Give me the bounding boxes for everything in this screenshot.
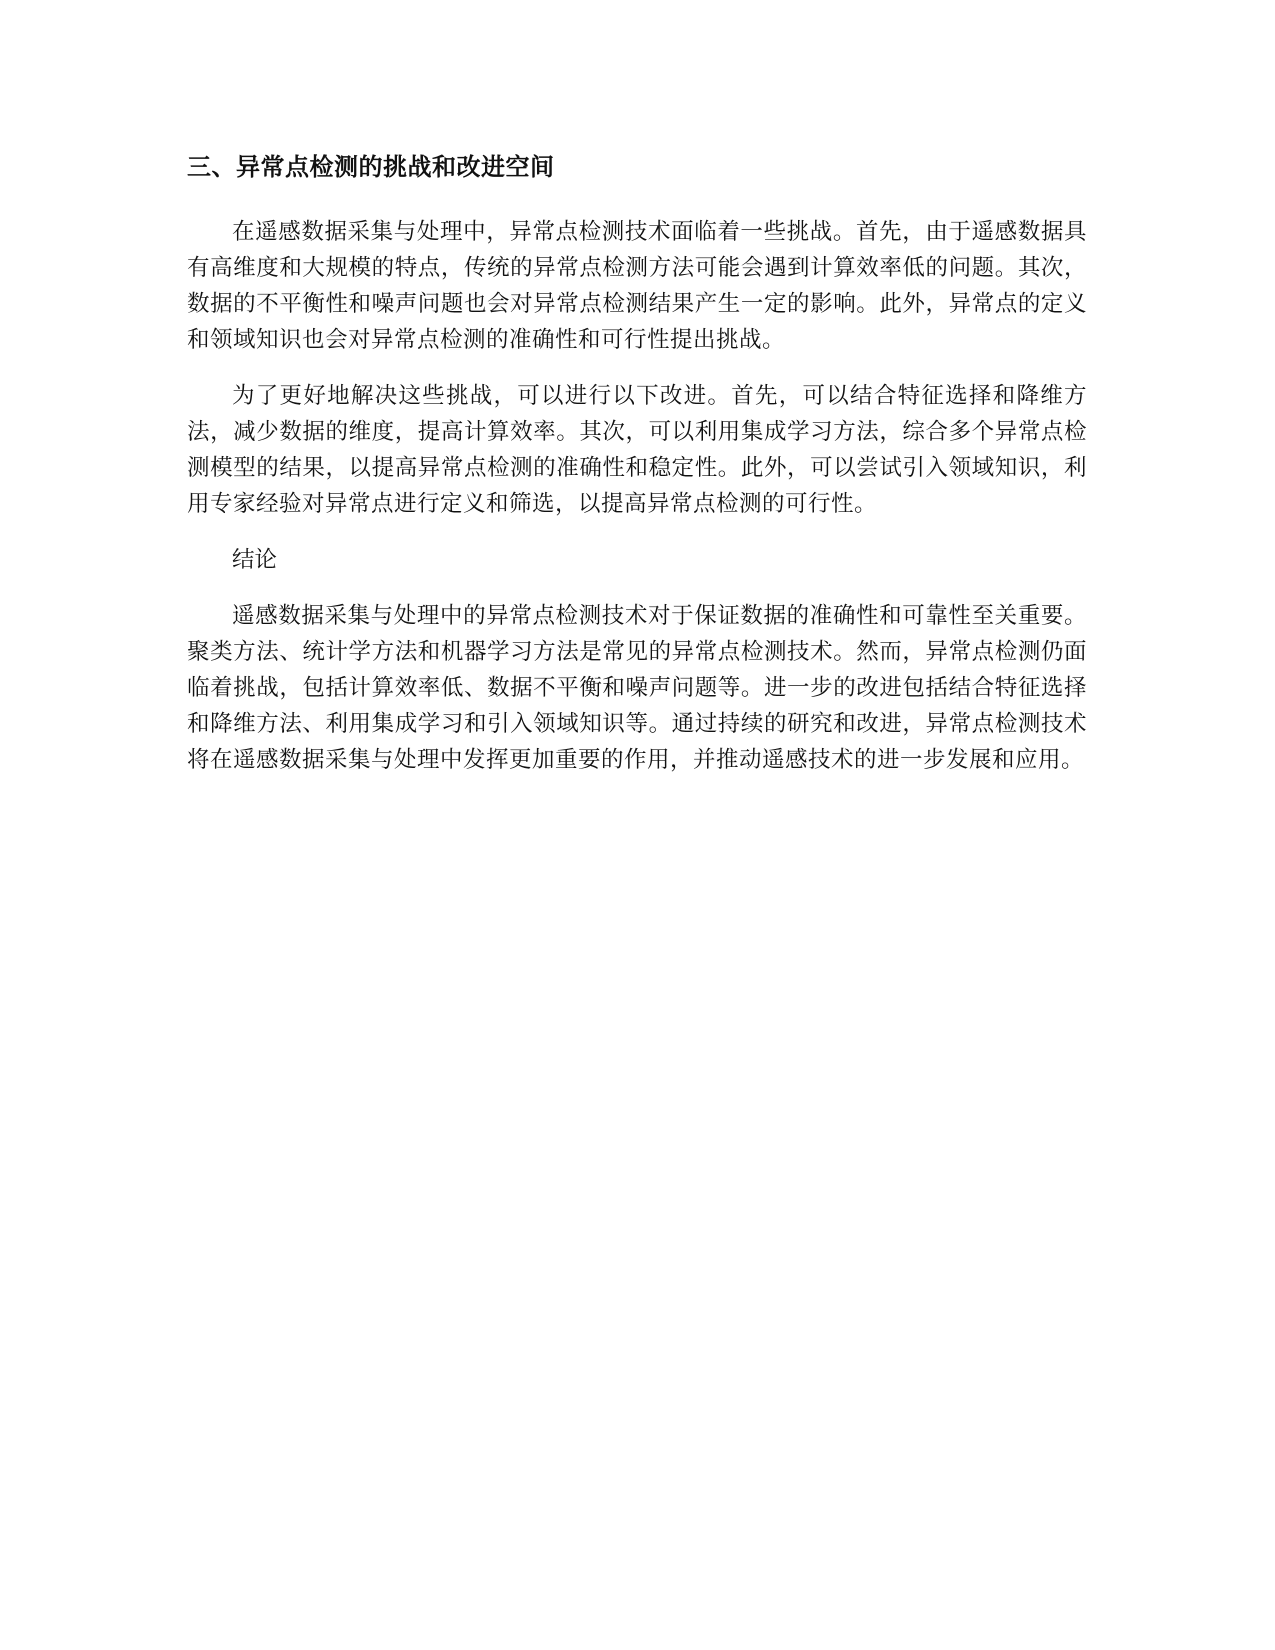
conclusion-heading: 结论 (232, 547, 278, 573)
section-heading: 三、异常点检测的挑战和改进空间 (187, 153, 555, 181)
document-body (187, 150, 1087, 798)
paragraph-improvements: 为了更好地解决这些挑战，可以进行以下改进。首先，可以结合特征选择和降维方法，减少数据的维度，提高计算效率。其次，可以利用集成学习方法，综合多个异常点检测模型的结果，以提高异常点检测的准确性和稳定性。此外，可以尝试引入领域知识，利用专家经验对异常点进行定义和筛选，以提高异常点检测的可行性。 (187, 383, 1087, 517)
paragraph-conclusion: 遥感数据采集与处理中的异常点检测技术对于保证数据的准确性和可靠性至关重要。聚类方法、统计学方法和机器学习方法是常见的异常点检测技术。然而，异常点检测仍面临着挑战，包括计算效率低、数据不平衡和噪声问题等。进一步的改进包括结合特征选择和降维方法、利用集成学习和引入领域知识等。通过持续的研究和改进，异常点检测技术将在遥感数据采集与处理中发挥更加重要的作用，并推动遥感技术的进一步发展和应用。 (187, 603, 1087, 773)
paragraph-challenges: 在遥感数据采集与处理中，异常点检测技术面临着一些挑战。首先，由于遥感数据具有高维度和大规模的特点，传统的异常点检测方法可能会遇到计算效率低的问题。其次，数据的不平衡性和噪声问题也会对异常点检测结果产生一定的影响。此外，异常点的定义和领域知识也会对异常点检测的准确性和可行性提出挑战。 (187, 219, 1087, 353)
